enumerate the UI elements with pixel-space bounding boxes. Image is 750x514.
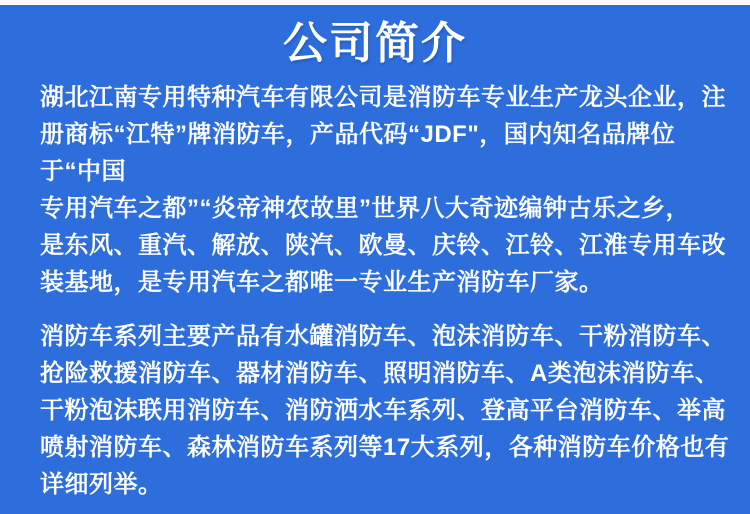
intro-paragraph-1 <box>40 79 726 301</box>
page-title: 公司简介 <box>283 19 467 68</box>
text-line: 专用汽车之都”“炎帝神农故里”世界八大奇迹编钟古乐之乡， <box>40 195 690 222</box>
text-line: 抢险救援消防车、器材消防车、照明消防车、A类泡沫消防车、 <box>40 360 720 387</box>
text-line: 装基地，是专用汽车之都唯一专业生产消防车厂家。 <box>40 269 604 296</box>
text-line: 喷射消防车、森林消防车系列等17大系列，各种消防车价格也有 <box>40 434 730 461</box>
intro-paragraph-2 <box>40 318 730 503</box>
company-intro-panel <box>0 5 750 514</box>
intro-text-block <box>40 79 730 503</box>
text-line: 于“中国 <box>40 158 126 185</box>
text-line: 详细列举。 <box>40 471 163 498</box>
text-line: 是东风、重汽、解放、陕汽、欧曼、庆铃、江铃、江淮专用车改 <box>40 232 726 259</box>
text-line: 湖北江南专用特种汽车有限公司是消防车专业生产龙头企业，注 <box>40 84 726 111</box>
text-line: 干粉泡沫联用消防车、消防洒水车系列、登高平台消防车、举高 <box>40 397 726 424</box>
text-line: 消防车系列主要产品有水罐消防车、泡沫消防车、干粉消防车、 <box>40 323 726 350</box>
text-line: 册商标“江特”牌消防车，产品代码“JDF"，国内知名品牌位 <box>40 121 676 148</box>
